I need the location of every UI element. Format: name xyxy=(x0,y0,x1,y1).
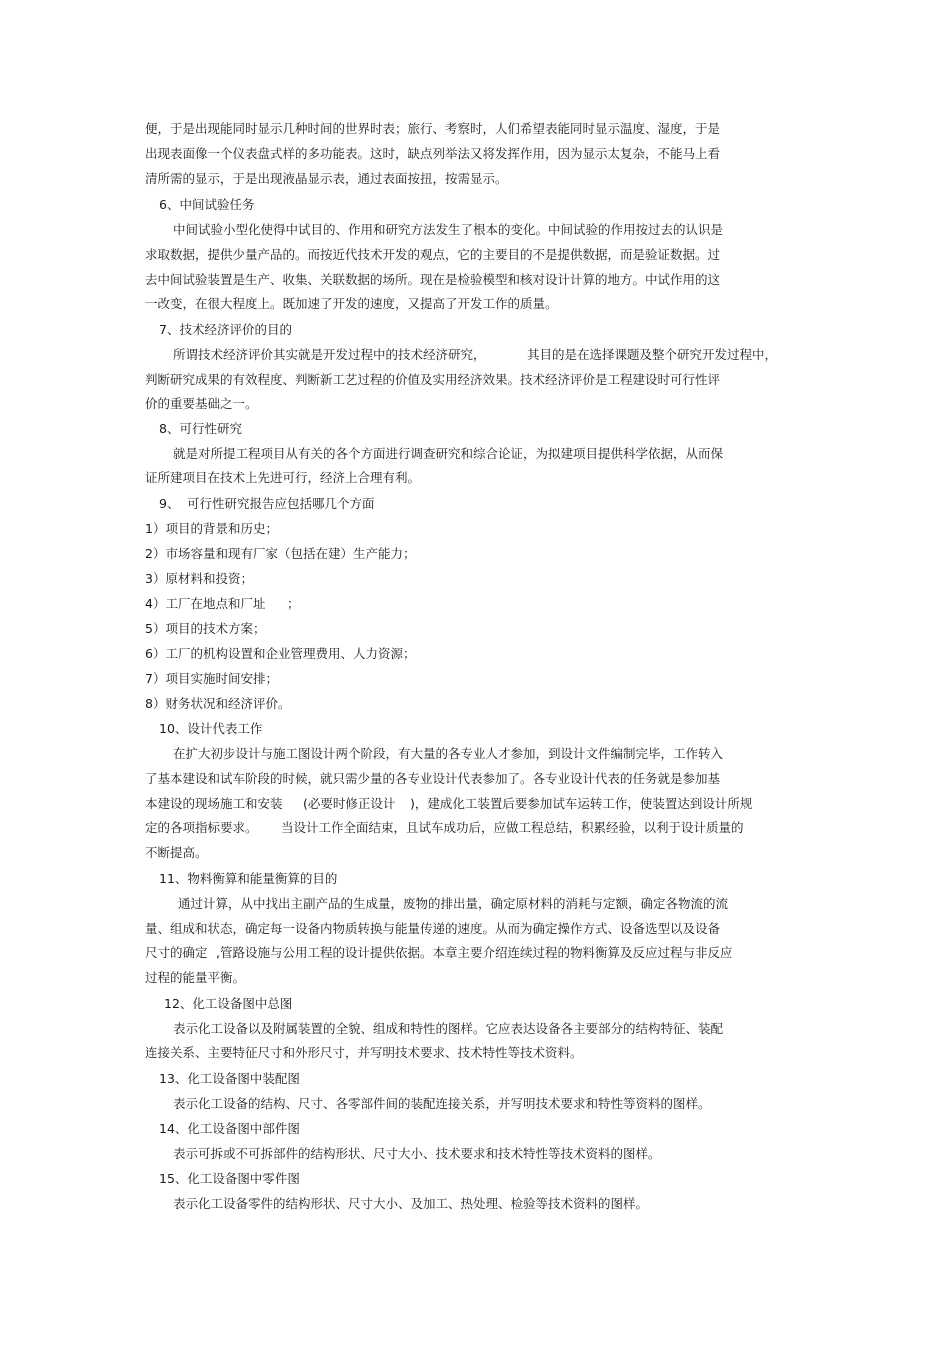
text-line: 当设计工作全面结束，且试车成功后，应做工程总结，积累经验，以利于设计质量的 xyxy=(281,820,744,835)
list-item: 8）财务状况和经济评价。 xyxy=(145,696,291,711)
section-heading-9: 可行性研究报告应包括哪几个方面 xyxy=(187,496,375,511)
section-heading-8: 8、可行性研究 xyxy=(159,421,242,436)
section-heading-7: 7、技术经济评价的目的 xyxy=(159,322,292,337)
text-line: 便，于是出现能同时显示几种时间的世界时表；旅行、考察时，人们希望表能同时显示温度、湿度，于是 xyxy=(145,121,721,136)
text-line: 尺寸的确定 xyxy=(145,945,208,960)
section-heading-13: 13、化工设备图中装配图 xyxy=(159,1071,300,1086)
text-line: ,管路设施与公用工程的设计提供依据。本章主要介绍连续过程的物料衡算及反应过程与非反应 xyxy=(216,945,733,960)
text-line: 通过计算，从中找出主副产品的生成量，废物的排出量，确定原材料的消耗与定额，确定各物流的流 xyxy=(178,896,729,911)
list-item: 5）项目的技术方案； xyxy=(145,621,266,636)
section-number-9: 9、 xyxy=(159,496,180,511)
text-line: 中间试验小型化使得中试目的、作用和研究方法发生了根本的变化。中间试验的作用按过去的认识是 xyxy=(173,222,724,237)
list-item: 3）原材料和投资； xyxy=(145,571,253,586)
list-item: 7）项目实施时间安排； xyxy=(145,671,278,686)
text-line: 不断提高。 xyxy=(145,845,208,860)
text-line: 清所需的显示，于是出现液晶显示表，通过表面按扭，按需显示。 xyxy=(145,171,508,186)
section-heading-10: 10、设计代表工作 xyxy=(159,721,263,736)
list-item-suffix: ； xyxy=(287,596,300,611)
section-heading-11: 11、物料衡算和能量衡算的目的 xyxy=(159,871,338,886)
text-line: )，建成化工装置后要参加试车运转工作，使装置达到设计所规 xyxy=(410,796,753,811)
list-item: 4）工厂在地点和厂址 xyxy=(145,596,266,611)
text-line: 证所建项目在技术上先进可行，经济上合理有利。 xyxy=(145,470,421,485)
text-line: 表示化工设备的结构、尺寸、各零部件间的装配连接关系，并写明技术要求和特性等资料的图样。 xyxy=(173,1096,711,1111)
text-line: 连接关系、主要特征尺寸和外形尺寸，并写明技术要求、技术特性等技术资料。 xyxy=(145,1045,583,1060)
text-line: 定的各项指标要求。 xyxy=(145,820,258,835)
text-line: 量、组成和状态，确定每一设备内物质转换与能量传递的速度。从而为确定操作方式、设备选型以及设备 xyxy=(145,921,721,936)
text-line: 表示可拆或不可拆部件的结构形状、尺寸大小、技术要求和技术特性等技术资料的图样。 xyxy=(173,1146,661,1161)
text-line: 本建设的现场施工和安装 xyxy=(145,796,283,811)
text-line: 表示化工设备以及附属装置的全貌、组成和特性的图样。它应表达设备各主要部分的结构特征、装配 xyxy=(173,1021,724,1036)
text-line: 所谓技术经济评价其实就是开发过程中的技术经济研究， xyxy=(173,347,486,362)
text-line: 求取数据，提供少量产品的。而按近代技术开发的观点，它的主要目的不是提供数据，而是验证数据。过 xyxy=(145,247,721,262)
text-line: (必要时修正设计 xyxy=(303,796,396,811)
list-item: 2）市场容量和现有厂家（包括在建）生产能力； xyxy=(145,546,416,561)
text-line: 其目的是在选择课题及整个研究开发过程中， xyxy=(527,347,778,362)
text-line: 出现表面像一个仪表盘式样的多功能表。这时，缺点列举法又将发挥作用，因为显示太复杂，不能马上看 xyxy=(145,146,721,161)
text-line: 了基本建设和试车阶段的时候，就只需少量的各专业设计代表参加了。各专业设计代表的任务就是参加基 xyxy=(145,771,721,786)
text-line: 就是对所提工程项目从有关的各个方面进行调查研究和综合论证，为拟建项目提供科学依据，从而保 xyxy=(173,446,724,461)
list-item: 6）工厂的机构设置和企业管理费用、人力资源； xyxy=(145,646,416,661)
text-line: 在扩大初步设计与施工图设计两个阶段，有大量的各专业人才参加，到设计文件编制完毕，工作转入 xyxy=(173,746,724,761)
text-line: 价的重要基础之一。 xyxy=(145,396,258,411)
section-heading-6: 6、中间试验任务 xyxy=(159,197,255,212)
section-heading-14: 14、化工设备图中部件图 xyxy=(159,1121,300,1136)
section-heading-15: 15、化工设备图中零件图 xyxy=(159,1171,300,1186)
list-item: 1）项目的背景和历史； xyxy=(145,521,278,536)
text-line: 判断研究成果的有效程度、判断新工艺过程的价值及实用经济效果。技术经济评价是工程建设时可行性评 xyxy=(145,372,721,387)
text-line: 一改变，在很大程度上。既加速了开发的速度，又提高了开发工作的质量。 xyxy=(145,296,558,311)
section-heading-12: 12、化工设备图中总图 xyxy=(164,996,293,1011)
text-line: 过程的能量平衡。 xyxy=(145,970,246,985)
text-line: 去中间试验装置是生产、收集、关联数据的场所。现在是检验模型和核对设计计算的地方。中试作用的这 xyxy=(145,272,721,287)
text-line: 表示化工设备零件的结构形状、尺寸大小、及加工、热处理、检验等技术资料的图样。 xyxy=(173,1196,649,1211)
